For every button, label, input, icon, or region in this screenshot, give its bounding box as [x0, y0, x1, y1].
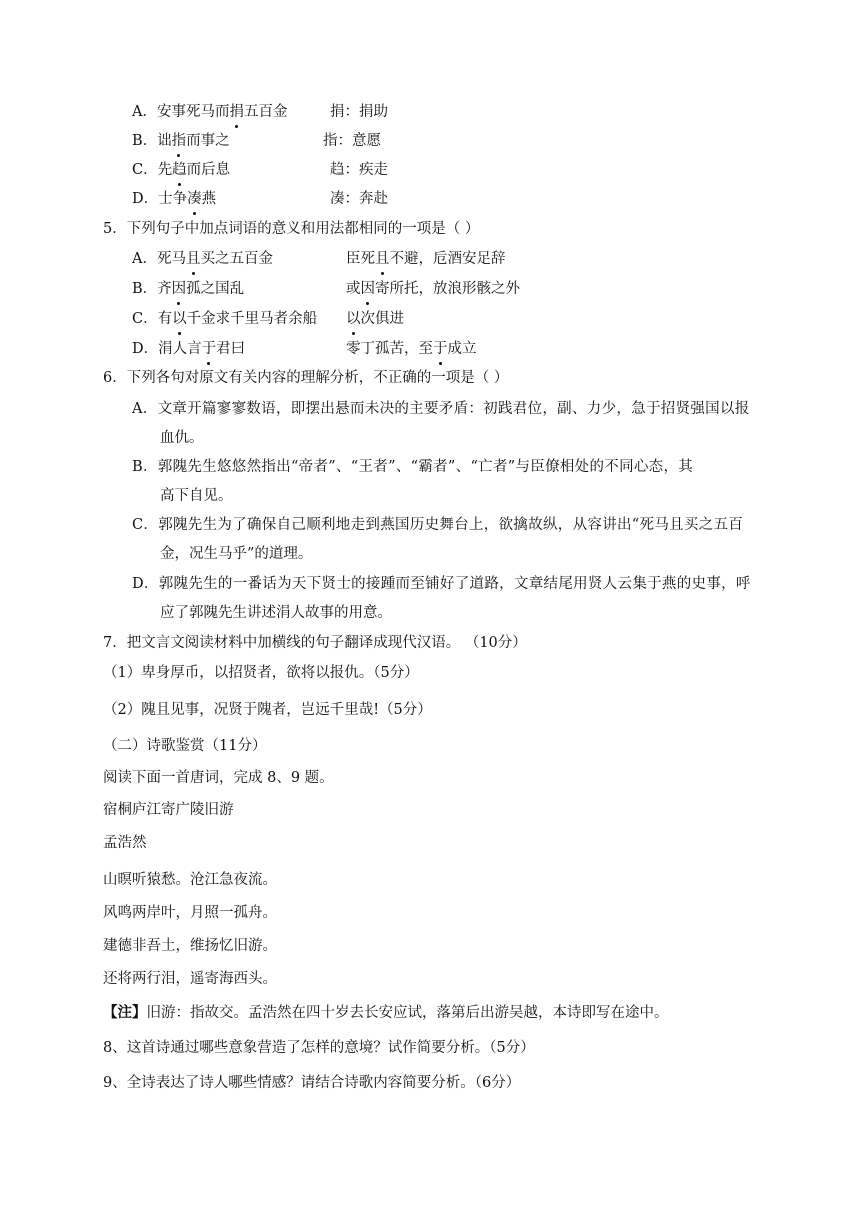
option-b-post: 寄所托，放浪形骸之外	[375, 281, 520, 297]
option-line2: 血仇。	[160, 430, 204, 446]
dotted-word: 以	[172, 311, 187, 327]
dotted-word: 捐	[229, 104, 244, 120]
option-line2: 金，况生马乎”的道理。	[160, 546, 313, 562]
option-line1: 郭隗先生的一番话为天下贤士的接踵而至铺好了道路，文章结尾用贤人云集于燕的史事，呼	[158, 576, 751, 592]
q8-stem: 8、这首诗通过哪些意象营造了怎样的意境？试作简要分析。（5分）	[103, 1040, 535, 1056]
option-b-pre: 或	[346, 281, 361, 297]
option-a-post: 千金求千里马者余船	[186, 311, 318, 327]
q7-item-1: （1）卑身厚币，以招贤者，欲将以报仇。（5分）	[103, 665, 419, 681]
option-label: A．	[132, 251, 157, 267]
option-b-post: 成立	[447, 341, 477, 357]
dotted-word: 趋	[172, 162, 187, 178]
poem-line-3: 建德非吾土，维扬忆旧游。	[103, 938, 277, 954]
option-label: B．	[132, 281, 158, 297]
q6-stem: 6．下列各句对原文有关内容的理解分析，不正确的一项是（ ）	[103, 370, 509, 386]
dotted-word: 因	[171, 281, 187, 297]
option-text-pre: 安事死马而	[156, 104, 230, 120]
option-a-pre: 有	[157, 311, 173, 327]
dotted-word: 凑	[187, 191, 202, 207]
option-b-post: 不避，卮酒安足辞	[389, 251, 506, 267]
option-text-post: 而后息	[186, 162, 231, 178]
option-gloss: 捐：捐助	[330, 104, 388, 120]
option-gloss: 趋：疾走	[330, 162, 388, 178]
option-text-post: 燕	[201, 191, 217, 207]
option-a-post: 孤之国乱	[186, 281, 245, 297]
option-text-pre: 先	[157, 162, 173, 178]
option-a-pre: 涓人言	[158, 341, 202, 357]
section-title: （二）诗歌鉴赏（11分）	[103, 738, 267, 754]
dotted-word: 以	[346, 311, 361, 327]
option-a-post: 买之五百金	[200, 251, 273, 267]
option-a-pre: 齐	[157, 281, 172, 297]
poem-title: 宿桐庐江寄广陵旧游	[103, 802, 234, 818]
option-b-post: 次俱进	[360, 311, 404, 327]
poem-line-2: 风鸣两岸叶，月照一孤舟。	[103, 905, 277, 921]
poem-author: 孟浩然	[103, 835, 147, 851]
option-label: D．	[132, 341, 159, 357]
option-label: A．	[132, 401, 158, 417]
option-line2: 高下自见。	[160, 488, 233, 504]
option-line1: 郭隗先生为了确保自己顺利地走到燕国历史舞台上，欲擒故纵，从容讲出“死马且买之五百	[158, 517, 744, 533]
option-label: C．	[132, 162, 158, 178]
poetry-intro: 阅读下面一首唐词，完成 8、9 题。	[103, 770, 334, 786]
option-label: B．	[132, 459, 158, 475]
q7-stem: 7．把文言文阅读材料中加横线的句子翻译成现代汉语。 （10分）	[103, 635, 527, 651]
option-text-pre: 士争	[158, 191, 188, 207]
option-b-pre: 臣死	[346, 251, 375, 267]
poem-line-1: 山暝听猿愁。沧江急夜流。	[103, 872, 277, 888]
poem-line-4: 还将两行泪，遥寄海西头。	[103, 971, 277, 987]
option-text-post: 而事之	[186, 133, 230, 149]
option-label: C．	[132, 311, 158, 327]
dotted-word: 于	[201, 341, 217, 357]
option-line2: 应了郭隗先生讲述涓人故事的用意。	[160, 605, 392, 621]
option-label: B．	[132, 133, 158, 149]
dotted-word: 指	[171, 133, 187, 149]
option-label: C．	[132, 517, 159, 533]
option-gloss: 凑：奔赴	[330, 191, 388, 207]
q5-stem: 5．下列句子中加点词语的意义和用法都相同的一项是（ ）	[103, 221, 480, 237]
option-line1: 文章开篇寥寥数语，即摆出悬而未决的主要矛盾：初践君位，副、力少，急于招贤强国以报	[157, 401, 750, 417]
option-text-post: 五百金	[243, 104, 288, 120]
option-text-pre: 诎	[157, 133, 172, 149]
dotted-word: 于	[433, 341, 448, 357]
q9-stem: 9、全诗表达了诗人哪些情感？请结合诗歌内容简要分析。（6分）	[103, 1075, 521, 1091]
note-text: 旧游：指故交。孟浩然在四十岁去长安应试，落第后出游吴越，本诗即写在途中。	[146, 1005, 669, 1021]
option-gloss: 指：意愿	[323, 133, 381, 149]
option-label: D．	[132, 576, 159, 592]
option-label: A．	[132, 104, 157, 120]
option-b-pre: 零丁孤苦，至	[346, 341, 433, 357]
poem-note	[103, 1003, 669, 1023]
option-label: D．	[132, 191, 159, 207]
dotted-word: 因	[360, 281, 375, 297]
dotted-word: 且	[375, 251, 390, 267]
option-a-post: 君曰	[216, 341, 246, 357]
dotted-word: 且	[185, 251, 201, 267]
option-line1: 郭隗先生悠悠然指出“帝者”、“王者”、“霸者”、“亡者”与臣僚相处的不同心态，其	[157, 459, 694, 475]
option-a-pre: 死马	[156, 251, 186, 267]
note-tag: 【注】	[103, 1004, 147, 1021]
q7-item-2: （2）隗且见事，况贤于隗者，岂远千里哉!（5分）	[103, 702, 432, 718]
